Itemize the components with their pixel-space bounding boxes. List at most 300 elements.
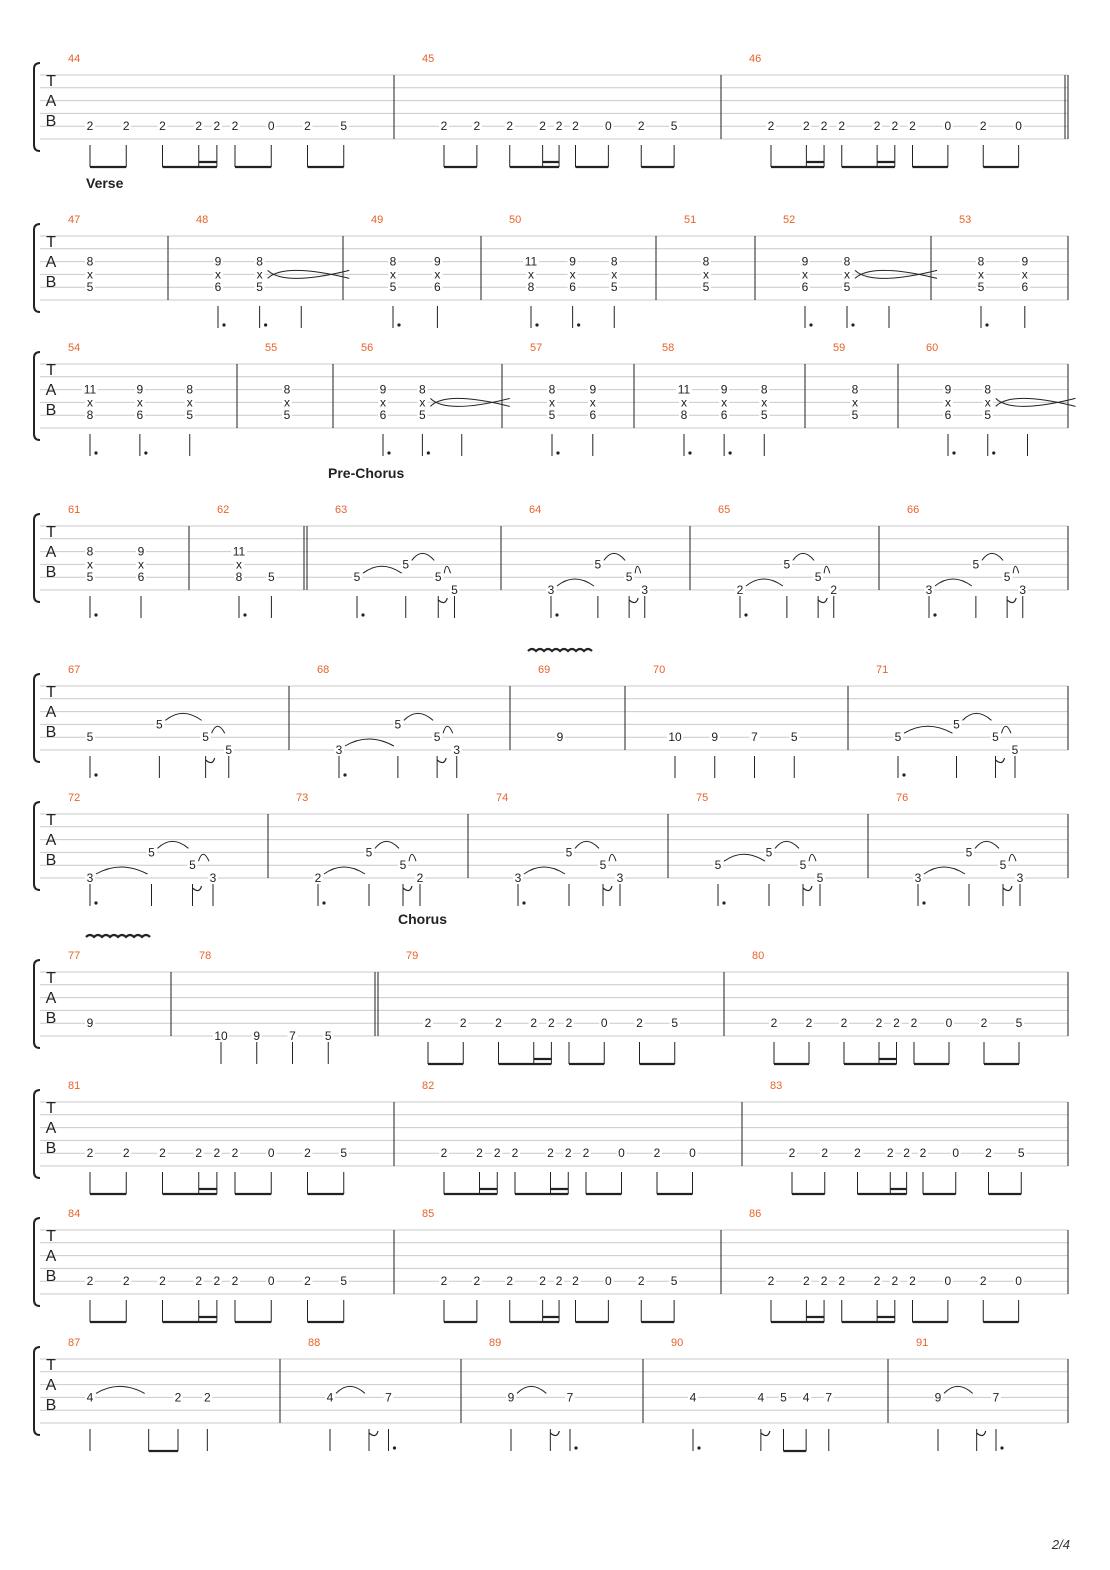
fret-number: 6 bbox=[801, 280, 809, 295]
fret-number: 2 bbox=[555, 119, 563, 134]
fret-number: 2 bbox=[506, 1274, 514, 1289]
fret-number: 5 bbox=[402, 557, 410, 572]
tie-arc bbox=[944, 1386, 973, 1393]
fret-number: 2 bbox=[770, 1016, 778, 1031]
fret-number: 2 bbox=[203, 1390, 211, 1405]
fret-number: 5 bbox=[765, 845, 773, 860]
fret-number: 5 bbox=[671, 1016, 679, 1031]
fret-number: 11 bbox=[232, 544, 246, 559]
fret-number: 8 bbox=[527, 280, 535, 295]
fret-number: 2 bbox=[440, 1146, 448, 1161]
fret-number: 5 bbox=[816, 871, 824, 885]
fret-number: 3 bbox=[547, 583, 555, 597]
fret-number: 5 bbox=[353, 570, 361, 585]
measure-number: 44 bbox=[68, 53, 81, 65]
fret-number: 4 bbox=[86, 1390, 94, 1405]
fret-number: 5 bbox=[599, 858, 607, 873]
measure-number: 66 bbox=[907, 504, 920, 516]
fret-number: x bbox=[721, 395, 728, 410]
tab-clef-letter: B bbox=[45, 564, 57, 581]
fret-number: 5 bbox=[984, 408, 992, 423]
fret-number: 2 bbox=[985, 1146, 992, 1161]
fret-number: 2 bbox=[122, 1274, 130, 1289]
tab-clef-letter: T bbox=[46, 1357, 56, 1374]
fret-number: 5 bbox=[283, 408, 291, 423]
tab-clef-letter: T bbox=[46, 970, 56, 987]
fret-number: 5 bbox=[548, 408, 556, 423]
fret-number: 5 bbox=[225, 743, 233, 757]
fret-number: 5 bbox=[389, 280, 397, 295]
fret-number: 2 bbox=[820, 1274, 828, 1289]
fret-number: 3 bbox=[335, 743, 343, 757]
fret-number: 5 bbox=[799, 858, 807, 873]
fret-number: 3 bbox=[1019, 583, 1027, 597]
tab-clef-letter: B bbox=[45, 724, 57, 741]
fret-number: x bbox=[390, 267, 396, 282]
fret-number: 2 bbox=[159, 119, 166, 134]
fret-number: x bbox=[703, 267, 709, 282]
measure-number: 46 bbox=[749, 53, 762, 65]
measure-number: 61 bbox=[68, 504, 81, 516]
fret-number: 5 bbox=[760, 408, 768, 423]
fret-number: 2 bbox=[919, 1146, 927, 1161]
fret-number: 5 bbox=[256, 280, 263, 295]
tie-arc bbox=[517, 1386, 546, 1393]
fret-number: x bbox=[852, 395, 858, 410]
fret-number: 8 bbox=[548, 382, 556, 397]
fret-number: 5 bbox=[189, 858, 196, 873]
fret-number: 2 bbox=[122, 119, 130, 134]
fret-number: 2 bbox=[314, 871, 322, 885]
fret-number: 3 bbox=[86, 871, 94, 885]
fret-number: 2 bbox=[473, 1274, 481, 1289]
fret-number: 5 bbox=[86, 570, 94, 585]
flag-mark bbox=[369, 1431, 378, 1436]
fret-number: x bbox=[256, 267, 263, 282]
fret-number: x bbox=[284, 395, 290, 410]
page-number: 2/4 bbox=[1051, 1537, 1070, 1552]
measure-number: 78 bbox=[199, 950, 212, 962]
fret-number: 0 bbox=[1015, 119, 1022, 134]
fret-number: 2 bbox=[820, 119, 828, 134]
fret-number: 0 bbox=[605, 1274, 612, 1289]
fret-number: 5 bbox=[851, 408, 859, 423]
fret-number: 9 bbox=[589, 382, 597, 397]
fret-number: x bbox=[87, 395, 93, 410]
fret-number: 6 bbox=[136, 408, 144, 423]
fret-number: 5 bbox=[340, 119, 348, 134]
fret-number: 2 bbox=[565, 1016, 573, 1031]
fret-number: x bbox=[681, 395, 687, 410]
fret-number: 8 bbox=[86, 408, 94, 423]
fret-number: 2 bbox=[873, 1274, 881, 1289]
tab-clef-letter: A bbox=[45, 704, 57, 721]
fret-number: 2 bbox=[231, 1146, 239, 1161]
tab-clef-letter: T bbox=[46, 362, 56, 379]
fret-number: 5 bbox=[365, 845, 373, 860]
fret-number: 8 bbox=[186, 382, 194, 397]
measure-number: 48 bbox=[196, 214, 209, 226]
measure-number: 74 bbox=[496, 792, 509, 804]
measure-number: 81 bbox=[68, 1080, 81, 1092]
fret-number: 2 bbox=[548, 1016, 555, 1031]
dot-mark bbox=[697, 1446, 700, 1449]
measure-number: 83 bbox=[770, 1080, 783, 1092]
measure-number: 62 bbox=[217, 504, 230, 516]
fret-number: 2 bbox=[122, 1146, 130, 1161]
fret-number: 8 bbox=[984, 382, 992, 397]
fret-number: 3 bbox=[914, 871, 922, 885]
fret-number: 5 bbox=[702, 280, 710, 295]
fret-number: x bbox=[844, 267, 850, 282]
fret-number: 0 bbox=[618, 1146, 625, 1161]
fret-number: 8 bbox=[283, 382, 291, 397]
flag-mark bbox=[977, 1431, 986, 1436]
fret-number: 8 bbox=[86, 254, 94, 269]
fret-number: 2 bbox=[840, 1016, 848, 1031]
fret-number: 2 bbox=[875, 1016, 883, 1031]
tab-clef-letter: T bbox=[46, 1228, 56, 1245]
fret-number: 5 bbox=[1011, 743, 1019, 757]
fret-number: 2 bbox=[304, 1274, 311, 1289]
tab-clef-letter: B bbox=[45, 1010, 57, 1027]
fret-number: 3 bbox=[453, 743, 461, 757]
fret-number: 8 bbox=[610, 254, 618, 269]
fret-number: 2 bbox=[909, 119, 916, 134]
fret-number: 2 bbox=[979, 119, 987, 134]
fret-number: 5 bbox=[86, 730, 94, 745]
fret-number: 2 bbox=[86, 119, 94, 134]
fret-number: 3 bbox=[209, 871, 217, 885]
measure-number: 75 bbox=[696, 792, 709, 804]
fret-number: 7 bbox=[751, 730, 758, 745]
fret-number: x bbox=[186, 395, 193, 410]
fret-number: 2 bbox=[980, 1016, 988, 1031]
measure-number: 64 bbox=[529, 504, 542, 516]
fret-number: 9 bbox=[253, 1029, 261, 1043]
fret-number: 2 bbox=[555, 1274, 563, 1289]
measure-number: 59 bbox=[833, 342, 846, 354]
tab-clef-letter: B bbox=[45, 1397, 57, 1414]
tab-clef-letter: A bbox=[45, 1377, 57, 1394]
measure-number: 47 bbox=[68, 214, 81, 226]
measure-number: 53 bbox=[959, 214, 972, 226]
fret-number: 5 bbox=[399, 858, 407, 873]
fret-number: x bbox=[419, 395, 426, 410]
fret-number: 2 bbox=[473, 119, 481, 134]
fret-number: 0 bbox=[952, 1146, 960, 1161]
fret-number: 0 bbox=[1015, 1274, 1022, 1289]
fret-number: 6 bbox=[379, 408, 387, 423]
measure-number: 67 bbox=[68, 664, 81, 676]
fret-number: 9 bbox=[434, 254, 441, 269]
measure-number: 89 bbox=[489, 1337, 502, 1349]
fret-number: 0 bbox=[267, 1146, 275, 1161]
fret-number: 8 bbox=[235, 570, 243, 585]
fret-number: x bbox=[589, 395, 596, 410]
tab-clef-letter: B bbox=[45, 852, 57, 869]
measure-number: 90 bbox=[671, 1337, 684, 1349]
fret-number: 5 bbox=[670, 1274, 678, 1289]
fret-number: 5 bbox=[972, 557, 980, 572]
fret-number: 5 bbox=[894, 730, 902, 745]
fret-number: 2 bbox=[891, 119, 899, 134]
fret-number: 5 bbox=[434, 570, 442, 585]
fret-number: 9 bbox=[379, 382, 387, 397]
fret-number: 3 bbox=[925, 583, 933, 597]
fret-number: 11 bbox=[83, 382, 97, 397]
section-label: Chorus bbox=[398, 911, 447, 927]
fret-number: 8 bbox=[977, 254, 985, 269]
fret-number: 5 bbox=[1015, 1016, 1023, 1031]
fret-number: 5 bbox=[670, 119, 678, 134]
fret-number: 7 bbox=[566, 1390, 574, 1405]
fret-number: x bbox=[236, 557, 242, 572]
tab-clef-letter: T bbox=[46, 73, 56, 90]
fret-number: 2 bbox=[788, 1146, 796, 1161]
dot-mark bbox=[574, 1446, 577, 1449]
fret-number: 5 bbox=[790, 730, 798, 745]
tab-clef-letter: A bbox=[45, 990, 57, 1007]
measure-number: 82 bbox=[422, 1080, 435, 1092]
fret-number: 2 bbox=[903, 1146, 910, 1161]
fret-number: 5 bbox=[814, 570, 822, 585]
fret-number: 5 bbox=[156, 717, 163, 732]
fret-number: 5 bbox=[783, 557, 791, 572]
fret-number: 2 bbox=[159, 1274, 166, 1289]
fret-number: 5 bbox=[419, 408, 426, 423]
fret-number: 2 bbox=[803, 119, 810, 134]
fret-number: 8 bbox=[256, 254, 263, 269]
fret-number: 4 bbox=[326, 1390, 334, 1405]
fret-number: 2 bbox=[564, 1146, 572, 1161]
fret-number: x bbox=[984, 395, 991, 410]
fret-number: 0 bbox=[267, 119, 275, 134]
fret-number: 2 bbox=[511, 1146, 519, 1161]
system-bracket bbox=[34, 1347, 40, 1435]
fret-number: 5 bbox=[965, 845, 973, 860]
tab-clef-letter: B bbox=[45, 1140, 57, 1157]
measure-number: 58 bbox=[662, 342, 675, 354]
dot-mark bbox=[393, 1446, 396, 1449]
fret-number: 6 bbox=[569, 280, 576, 295]
fret-number: 5 bbox=[148, 845, 155, 860]
fret-number: 8 bbox=[389, 254, 397, 269]
tab-clef-letter: B bbox=[45, 1268, 57, 1285]
fret-number: 0 bbox=[945, 1016, 953, 1031]
flag-mark bbox=[550, 1431, 559, 1436]
tie-arc bbox=[336, 1386, 365, 1393]
fret-number: 9 bbox=[556, 730, 564, 745]
fret-number: 6 bbox=[434, 280, 441, 295]
fret-number: 5 bbox=[202, 730, 209, 745]
fret-number: 2 bbox=[231, 1274, 239, 1289]
fret-number: 0 bbox=[600, 1016, 608, 1031]
fret-number: 9 bbox=[137, 544, 145, 559]
measure-number: 85 bbox=[422, 1208, 435, 1220]
fret-number: 5 bbox=[324, 1029, 332, 1043]
fret-number: 5 bbox=[340, 1146, 348, 1161]
fret-number: 3 bbox=[616, 871, 624, 885]
measure-number: 87 bbox=[68, 1337, 81, 1349]
fret-number: x bbox=[215, 267, 221, 282]
fret-number: 2 bbox=[830, 583, 838, 597]
fret-number: 2 bbox=[736, 583, 744, 597]
measure-number: 91 bbox=[916, 1337, 929, 1349]
fret-number: 2 bbox=[637, 1274, 645, 1289]
fret-number: 9 bbox=[214, 254, 222, 269]
fret-number: 5 bbox=[565, 845, 573, 860]
measure-number: 57 bbox=[530, 342, 543, 354]
tie-arc bbox=[96, 1386, 145, 1393]
fret-number: 9 bbox=[934, 1390, 942, 1405]
tab-clef-letter: A bbox=[45, 1120, 57, 1137]
fret-number: 2 bbox=[821, 1146, 829, 1161]
fret-number: 5 bbox=[451, 583, 458, 597]
fret-number: 9 bbox=[136, 382, 144, 397]
measure-number: 50 bbox=[509, 214, 522, 226]
fret-number: 3 bbox=[1016, 871, 1024, 885]
fret-number: 5 bbox=[394, 717, 402, 732]
measure-number: 51 bbox=[684, 214, 697, 226]
fret-number: 8 bbox=[680, 408, 688, 423]
measure-number: 45 bbox=[422, 53, 435, 65]
measure-number: 56 bbox=[361, 342, 374, 354]
section-label: Pre-Chorus bbox=[328, 465, 405, 481]
fret-number: 2 bbox=[304, 119, 311, 134]
dot-mark bbox=[1000, 1446, 1003, 1449]
fret-number: 5 bbox=[1017, 1146, 1025, 1161]
fret-number: 2 bbox=[159, 1146, 166, 1161]
fret-number: 2 bbox=[506, 119, 514, 134]
fret-number: 2 bbox=[582, 1146, 590, 1161]
fret-number: 8 bbox=[419, 382, 426, 397]
measure-number: 60 bbox=[926, 342, 939, 354]
fret-number: x bbox=[802, 267, 808, 282]
fret-number: 2 bbox=[86, 1274, 94, 1289]
fret-number: 0 bbox=[689, 1146, 696, 1161]
fret-number: 6 bbox=[1021, 280, 1029, 295]
fret-number: 7 bbox=[825, 1390, 833, 1405]
tab-clef-letter: T bbox=[46, 524, 56, 541]
measure-number: 86 bbox=[749, 1208, 762, 1220]
measure-number: 49 bbox=[371, 214, 384, 226]
fret-number: 2 bbox=[893, 1016, 900, 1031]
tab-clef-letter: A bbox=[45, 382, 57, 399]
fret-number: 2 bbox=[539, 1274, 546, 1289]
fret-number: 2 bbox=[495, 1016, 502, 1031]
fret-number: 4 bbox=[757, 1390, 765, 1405]
fret-number: 5 bbox=[714, 858, 722, 873]
tab-clef-letter: B bbox=[45, 402, 57, 419]
measure-number: 88 bbox=[308, 1337, 321, 1349]
fret-number: 0 bbox=[944, 119, 952, 134]
tab-clef-letter: T bbox=[46, 1100, 56, 1117]
fret-number: x bbox=[978, 267, 984, 282]
fret-number: 2 bbox=[637, 119, 645, 134]
fret-number: 2 bbox=[440, 1274, 448, 1289]
fret-number: x bbox=[611, 267, 618, 282]
fret-number: 2 bbox=[979, 1274, 987, 1289]
measure-number: 72 bbox=[68, 792, 81, 804]
fret-number: 9 bbox=[711, 730, 719, 745]
fret-number: 6 bbox=[944, 408, 952, 423]
fret-number: 2 bbox=[304, 1146, 311, 1161]
tab-clef-letter: B bbox=[45, 274, 57, 291]
fret-number: 2 bbox=[213, 1274, 221, 1289]
fret-number: x bbox=[528, 267, 534, 282]
fret-number: x bbox=[569, 267, 576, 282]
fret-number: 2 bbox=[231, 119, 239, 134]
fret-number: 2 bbox=[424, 1016, 432, 1031]
fret-number: x bbox=[434, 267, 441, 282]
measure-number: 70 bbox=[653, 664, 666, 676]
fret-number: 3 bbox=[641, 583, 649, 597]
fret-number: 2 bbox=[854, 1146, 861, 1161]
fret-number: 5 bbox=[843, 280, 851, 295]
fret-number: 5 bbox=[340, 1274, 348, 1289]
section-label: Verse bbox=[86, 175, 124, 191]
fret-number: 7 bbox=[992, 1390, 1000, 1405]
fret-number: 8 bbox=[86, 544, 94, 559]
fret-number: 5 bbox=[86, 280, 94, 295]
tab-clef-letter: T bbox=[46, 684, 56, 701]
fret-number: 2 bbox=[86, 1146, 94, 1161]
fret-number: 2 bbox=[213, 1146, 221, 1161]
fret-number: 5 bbox=[594, 557, 602, 572]
fret-number: x bbox=[761, 395, 768, 410]
measure-number: 69 bbox=[538, 664, 551, 676]
fret-number: 5 bbox=[1003, 570, 1011, 585]
fret-number: 2 bbox=[803, 1274, 810, 1289]
fret-number: 2 bbox=[891, 1274, 899, 1289]
fret-number: 2 bbox=[539, 119, 546, 134]
measure-number: 76 bbox=[896, 792, 909, 804]
measure-number: 73 bbox=[296, 792, 309, 804]
tab-clef-letter: A bbox=[45, 832, 57, 849]
fret-number: 8 bbox=[702, 254, 710, 269]
tab-clef-letter: A bbox=[45, 254, 57, 271]
tab-clef-letter: A bbox=[45, 544, 57, 561]
fret-number: 9 bbox=[801, 254, 809, 269]
measure-number: 55 bbox=[265, 342, 278, 354]
measure-number: 79 bbox=[406, 950, 419, 962]
fret-number: 9 bbox=[1021, 254, 1029, 269]
fret-number: 8 bbox=[851, 382, 859, 397]
tab-clef-letter: T bbox=[46, 234, 56, 251]
fret-number: 5 bbox=[610, 280, 618, 295]
fret-number: 2 bbox=[910, 1016, 918, 1031]
fret-number: 7 bbox=[385, 1390, 392, 1405]
measure-number: 80 bbox=[752, 950, 765, 962]
flag-mark bbox=[761, 1431, 770, 1436]
measure-number: 71 bbox=[876, 664, 889, 676]
fret-number: 10 bbox=[668, 730, 682, 745]
fret-number: 9 bbox=[720, 382, 728, 397]
fret-number: 2 bbox=[767, 119, 775, 134]
fret-number: 2 bbox=[213, 119, 221, 134]
fret-number: x bbox=[136, 395, 143, 410]
fret-number: 9 bbox=[944, 382, 952, 397]
fret-number: 0 bbox=[605, 119, 612, 134]
fret-number: 11 bbox=[677, 382, 691, 397]
fret-number: 6 bbox=[214, 280, 222, 295]
measure-number: 63 bbox=[335, 504, 348, 516]
fret-number: x bbox=[87, 557, 93, 572]
fret-number: 2 bbox=[476, 1146, 483, 1161]
fret-number: 2 bbox=[572, 1274, 579, 1289]
fret-number: 2 bbox=[838, 1274, 846, 1289]
